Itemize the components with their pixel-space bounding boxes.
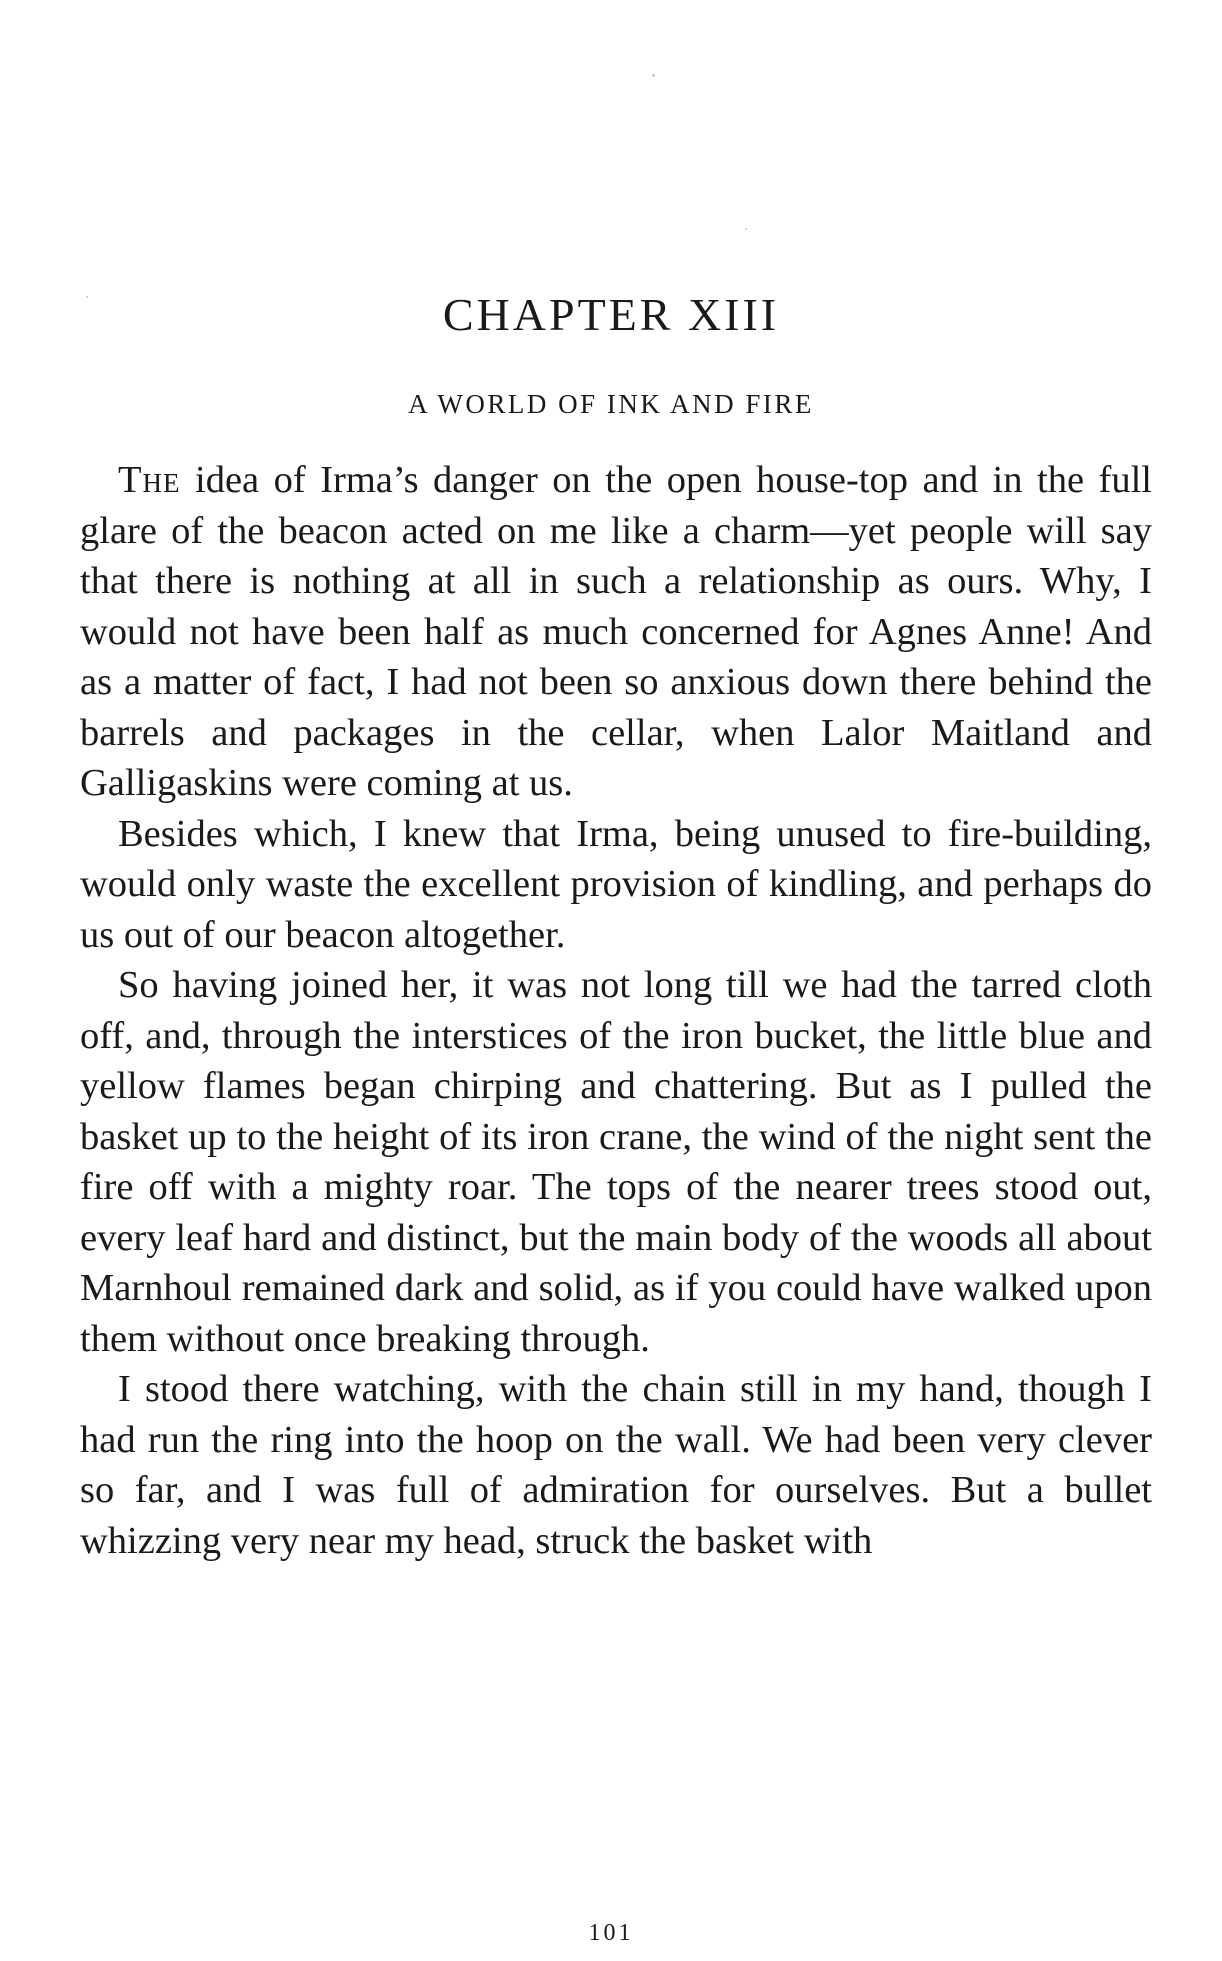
page-number: 101: [588, 1920, 634, 1946]
paragraph-2: Besides which, I knew that Irma, being unused to fire-building, would only waste the excellent provision of kindling, and perhaps do us out of our beacon altogether.: [80, 812, 1152, 956]
paragraph-lead-word: The: [118, 459, 181, 501]
paper-speck: [745, 228, 747, 230]
paper-speck: [652, 74, 655, 77]
chapter-heading: CHAPTER XIII: [442, 289, 780, 340]
chapter-title: A WORLD OF INK AND FIRE: [408, 389, 814, 419]
paragraph-1: [80, 455, 1152, 809]
paragraph-3: So having joined her, it was not long till we had the tarred cloth off, and, through the interstices of the iron bucket, the little blue and yellow flames began chirping and chattering. But as I pulled the basket up to the height of its iron crane, the wind of the night sent the fire off with a mighty roar. The tops of the nearer trees stood out, every leaf hard and distinct, but the main body of the woods all about Marnhoul remained dark and solid, as if you could have walked upon them without once breaking through.: [80, 964, 1152, 1360]
paragraph-4: I stood there watching, with the chain still in my hand, though I had run the ring into the hoop on the wall. We had been very clever so far, and I was full of admiration for ourselves. But a bullet whizzing very near my head, struck the basket with: [80, 1368, 1152, 1562]
body-text: [80, 455, 1152, 1566]
paragraph-text: idea of Irma’s danger on the open house-top and in the full glare of the beacon acted on me like a charm—yet people will say that there is nothing at all in such a relationship as ours. Why, I would not have been half as much concerned for Agnes Anne! And as a matter of fact, I had not been so anxious down there behind the barrels and packages in the cellar, when Lalor Maitland and Galligaskins were coming at us.: [80, 459, 1152, 804]
